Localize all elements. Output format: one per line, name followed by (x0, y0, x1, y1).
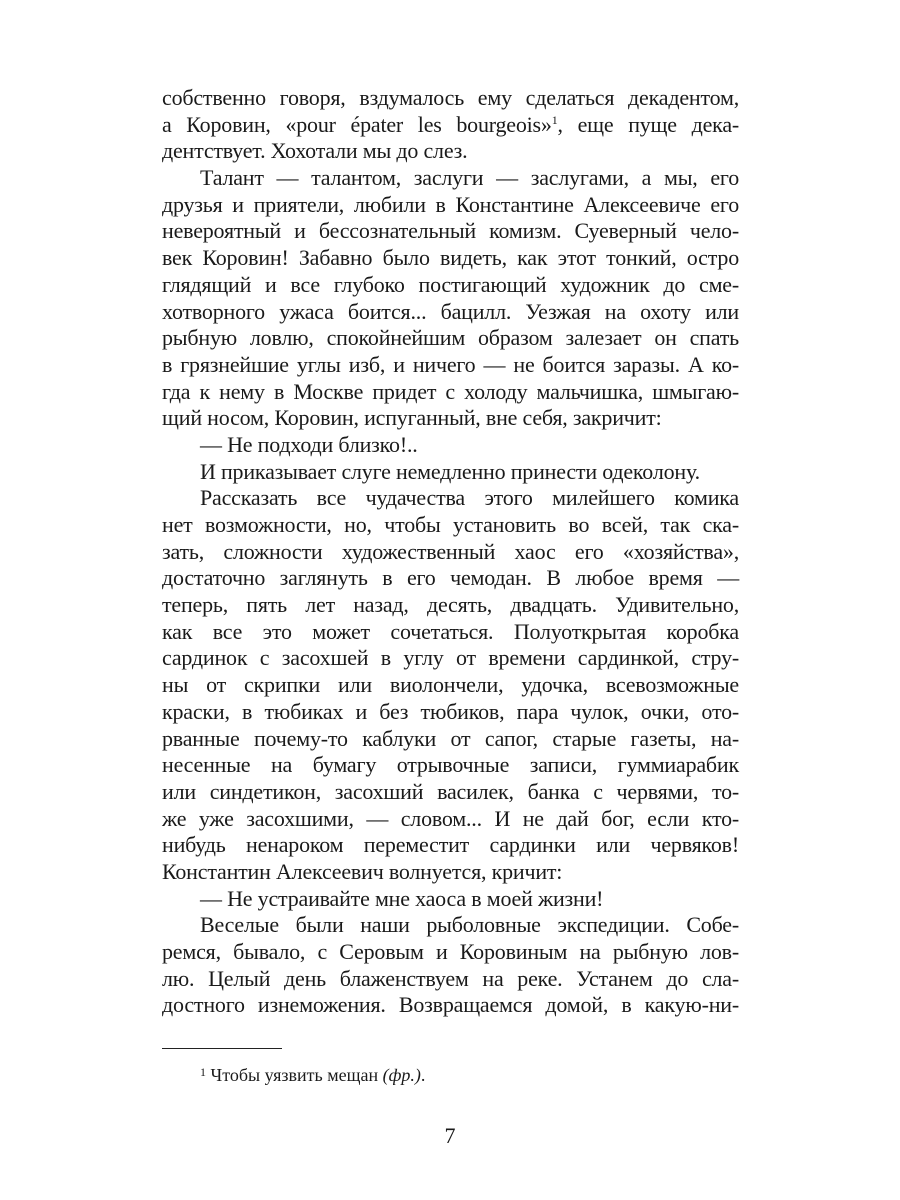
text-line (162, 592, 739, 619)
text-line-content: друзья и приятели, любили в Константине Алексеевиче его (162, 191, 739, 217)
text-line-content: в грязнейшие углы изб, и ничего — не боится заразы. А ко- (162, 351, 739, 377)
text-line-content: теперь, пять лет назад, десять, двадцать. Удивительно, (162, 592, 739, 618)
text-line-content: достного изнеможения. Возвращаемся домой, в какую-ни- (162, 992, 739, 1018)
text-line (162, 459, 739, 486)
text-line (162, 779, 739, 806)
text-line (162, 299, 739, 326)
text-line (162, 832, 739, 859)
footnote-reference: 1 (551, 112, 558, 127)
text-line-content: щий носом, Коровин, испуганный, вне себя, закричит: (162, 405, 662, 431)
text-line (162, 352, 739, 379)
text-line-content: зать, сложности художественный хаос его «хозяйства», (162, 538, 739, 564)
text-line-content: невероятный и бессознательный комизм. Суеверный чело- (162, 218, 739, 244)
text-line (162, 325, 739, 352)
text-line-content: нибудь ненароком переместит сардинки или червяков! (162, 832, 739, 858)
text-line (162, 485, 739, 512)
text-line-content: как все это может сочетаться. Полуоткрытая коробка (162, 618, 739, 644)
text-line-content: несенные на бумагу отрывочные записи, гуммиарабик (162, 752, 739, 778)
text-line-content: лю. Целый день блаженствуем на реке. Устанем до сла- (162, 965, 739, 991)
text-line-content: a Коровин, «pour épater les bourgeois» (162, 111, 552, 137)
text-line (162, 992, 739, 1019)
footnote-end: . (420, 1065, 426, 1085)
text-line (162, 645, 739, 672)
text-line (162, 752, 739, 779)
text-line-content: — Не подходи близко!.. (200, 431, 418, 457)
text-line-content: собственно говоря, вздумалось ему сделаться декадентом, (162, 85, 739, 110)
text-line-content: Веселые были наши рыболовные экспедиции. Собе- (200, 912, 739, 938)
text-line (162, 886, 739, 913)
text-line-content: рванные почему-то каблуки от сапог, старые газеты, на- (162, 725, 739, 751)
text-line-content: гда к нему в Москве придет с холоду мальчишка, шмыгаю- (162, 378, 739, 404)
text-line (162, 565, 739, 592)
text-line (162, 966, 739, 993)
text-line (162, 218, 739, 245)
text-line-content: сардинок с засохшей в углу от времени сардинкой, стру- (162, 645, 739, 671)
text-line (162, 699, 739, 726)
text-line-content: же уже засохшими, — словом... И не дай бог, если кто- (162, 805, 739, 831)
footnote (200, 1065, 425, 1086)
text-line (162, 939, 739, 966)
text-line-content: И приказывает слуге немедленно принести одеколону. (200, 458, 700, 484)
text-line-content: век Коровин! Забавно было видеть, как этот тонкий, остро (162, 245, 739, 271)
text-line (162, 806, 739, 833)
text-line (162, 726, 739, 753)
text-line (162, 912, 739, 939)
text-line-content: Талант — талантом, заслуги — заслугами, а мы, его (200, 165, 739, 191)
body-text (162, 85, 739, 1019)
text-line-content: краски, в тюбиках и без тюбиков, пара чулок, очки, ото- (162, 698, 739, 724)
text-line-content: ны от скрипки или виолончели, удочка, всевозможные (162, 672, 739, 698)
text-line (162, 272, 739, 299)
text-line (162, 539, 739, 566)
text-line (162, 379, 739, 406)
text-line-content: рыбную ловлю, спокойнейшим образом залезает он спать (162, 325, 739, 351)
text-line (162, 165, 739, 192)
text-line-content: Рассказать все чудачества этого милейшего комика (200, 485, 739, 511)
text-line-content: — Не устраивайте мне хаоса в моей жизни! (200, 885, 604, 911)
text-line (162, 112, 739, 139)
text-line-content: дентствует. Хохотали мы до слез. (162, 138, 468, 164)
text-line (162, 432, 739, 459)
text-line (162, 619, 739, 646)
text-line-content: глядящий и все глубоко постигающий художник до сме- (162, 271, 739, 297)
text-line (162, 672, 739, 699)
text-line-content: ремся, бывало, с Серовым и Коровиным на рыбную лов- (162, 939, 739, 964)
page-number: 7 (444, 1123, 456, 1148)
text-line-content: достаточно заглянуть в его чемодан. В любое время — (162, 565, 739, 591)
text-line (162, 138, 739, 165)
text-line (162, 512, 739, 539)
footnote-divider (162, 1048, 282, 1049)
text-line-content: , еще пуще дека- (557, 111, 740, 137)
text-line-content: или синдетикон, засохший василек, банка с червями, то- (162, 778, 739, 804)
text-line (162, 859, 739, 886)
text-line (162, 85, 739, 112)
text-line-content: Константин Алексеевич волнуется, кричит: (162, 858, 563, 884)
footnote-text: Чтобы уязвить мещан (210, 1065, 383, 1085)
text-line (162, 405, 739, 432)
text-line (162, 245, 739, 272)
footnote-marker: 1 (200, 1065, 206, 1079)
footnote-language: (фр.) (382, 1065, 421, 1085)
text-line-content: нет возможности, но, чтобы установить во всей, так ска- (162, 512, 739, 537)
text-line-content: хотворного ужаса боится... бацилл. Уезжая на охоту или (162, 298, 739, 324)
text-line (162, 192, 739, 219)
